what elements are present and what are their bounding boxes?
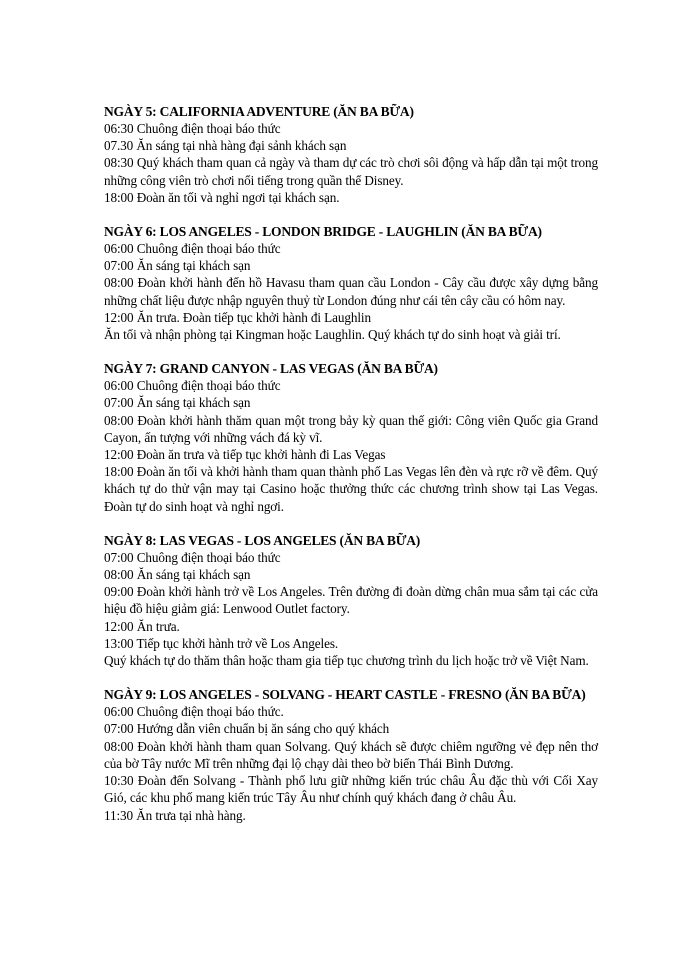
itinerary-line: Ăn tối và nhận phòng tại Kingman hoặc Laughlin. Quý khách tự do sinh hoạt và giải trí. [104,327,561,343]
day-8-heading: NGÀY 8: LAS VEGAS - LOS ANGELES (ĂN BA BỮA) [104,532,421,548]
itinerary-line: 11:30 Ăn trưa tại nhà hàng. [104,807,246,823]
itinerary-line: 09:00 Đoàn khởi hành trở về Los Angeles. Trên đường đi đoàn dừng chân mua sắm tại các cửa hiệu đồ hiệu giảm giá: Lenwood Outlet factory. [104,584,598,617]
itinerary-line: 07:00 Chuông điện thoại báo thức [104,549,281,565]
itinerary-line: 08:00 Ăn sáng tại khách sạn [104,567,251,583]
itinerary-line: 12:00 Ăn trưa. [104,618,180,634]
itinerary-line: 06:00 Chuông điện thoại báo thức [104,241,281,257]
itinerary-line: 18:00 Đoàn ăn tối và nghỉ ngơi tại khách sạn. [104,189,340,205]
itinerary-line: 12:00 Ăn trưa. Đoàn tiếp tục khởi hành đi Laughlin [104,309,371,325]
itinerary-line: 08:30 Quý khách tham quan cả ngày và tham dự các trò chơi sôi động và hấp dẫn tại một trong những công viên trò chơi nổi tiếng trong quần thể Disney. [104,155,598,188]
day-7-section [104,360,598,515]
itinerary-line: 12:00 Đoàn ăn trưa và tiếp tục khởi hành đi Las Vegas [104,447,386,463]
itinerary-line: 10:30 Đoàn đến Solvang - Thành phố lưu giữ những kiến trúc châu Âu đặc thù với Cối Xay Gió, các khu phố mang kiến trúc Tây Âu như chính quý khách đang ở châu Âu. [104,773,598,806]
itinerary-document [104,103,598,841]
day-7-heading: NGÀY 7: GRAND CANYON - LAS VEGAS (ĂN BA BỮA) [104,361,438,377]
itinerary-line: 06:00 Chuông điện thoại báo thức [104,378,281,394]
itinerary-line: 18:00 Đoàn ăn tối và khởi hành tham quan thành phố Las Vegas lên đèn và rực rỡ về đêm. Quý khách tự do thử vận may tại Casino hoặc thưởng thức các chương trình show tại Las Vegas. Đoàn tự do sinh hoạt và nghỉ ngơi. [104,464,598,514]
day-9-heading: NGÀY 9: LOS ANGELES - SOLVANG - HEART CASTLE - FRESNO (ĂN BA BỮA) [104,687,586,703]
itinerary-line: 08:00 Đoàn khởi hành tham quan Solvang. Quý khách sẽ được chiêm ngưỡng vẻ đẹp nên thơ của bờ Tây nước Mĩ trên những đại lộ chạy dài theo bờ biển Thái Bình Dương. [104,738,598,771]
day-9-section [104,686,598,823]
itinerary-line: 07:00 Ăn sáng tại khách sạn [104,395,251,411]
itinerary-line: Quý khách tự do thăm thân hoặc tham gia tiếp tục chương trình du lịch hoặc trở về Việt Nam. [104,653,589,669]
itinerary-line: 08:00 Đoàn khởi hành đến hồ Havasu tham quan cầu London - Cây cầu được xây dựng bằng những chất liệu được nhập nguyên thuỷ từ London đúng như cái tên cây cầu có hôm nay. [104,275,598,308]
itinerary-line: 08:00 Đoàn khởi hành thăm quan một trong bảy kỳ quan thế giới: Công viên Quốc gia Grand Cayon, ấn tượng với những vách đá kỳ vĩ. [104,412,598,445]
itinerary-line: 07.30 Ăn sáng tại nhà hàng đại sảnh khách sạn [104,138,347,154]
day-5-heading: NGÀY 5: CALIFORNIA ADVENTURE (ĂN BA BỮA) [104,104,414,119]
day-6-section [104,223,598,343]
itinerary-line: 07:00 Hướng dẫn viên chuẩn bị ăn sáng cho quý khách [104,721,390,737]
itinerary-line: 07:00 Ăn sáng tại khách sạn [104,258,251,274]
day-5-section [104,103,598,206]
day-8-section [104,532,598,669]
itinerary-line: 06:00 Chuông điện thoại báo thức. [104,704,284,720]
day-6-heading: NGÀY 6: LOS ANGELES - LONDON BRIDGE - LAUGHLIN (ĂN BA BỮA) [104,224,542,240]
itinerary-line: 13:00 Tiếp tục khởi hành trở về Los Angeles. [104,635,339,651]
itinerary-line: 06:30 Chuông điện thoại báo thức [104,121,281,136]
